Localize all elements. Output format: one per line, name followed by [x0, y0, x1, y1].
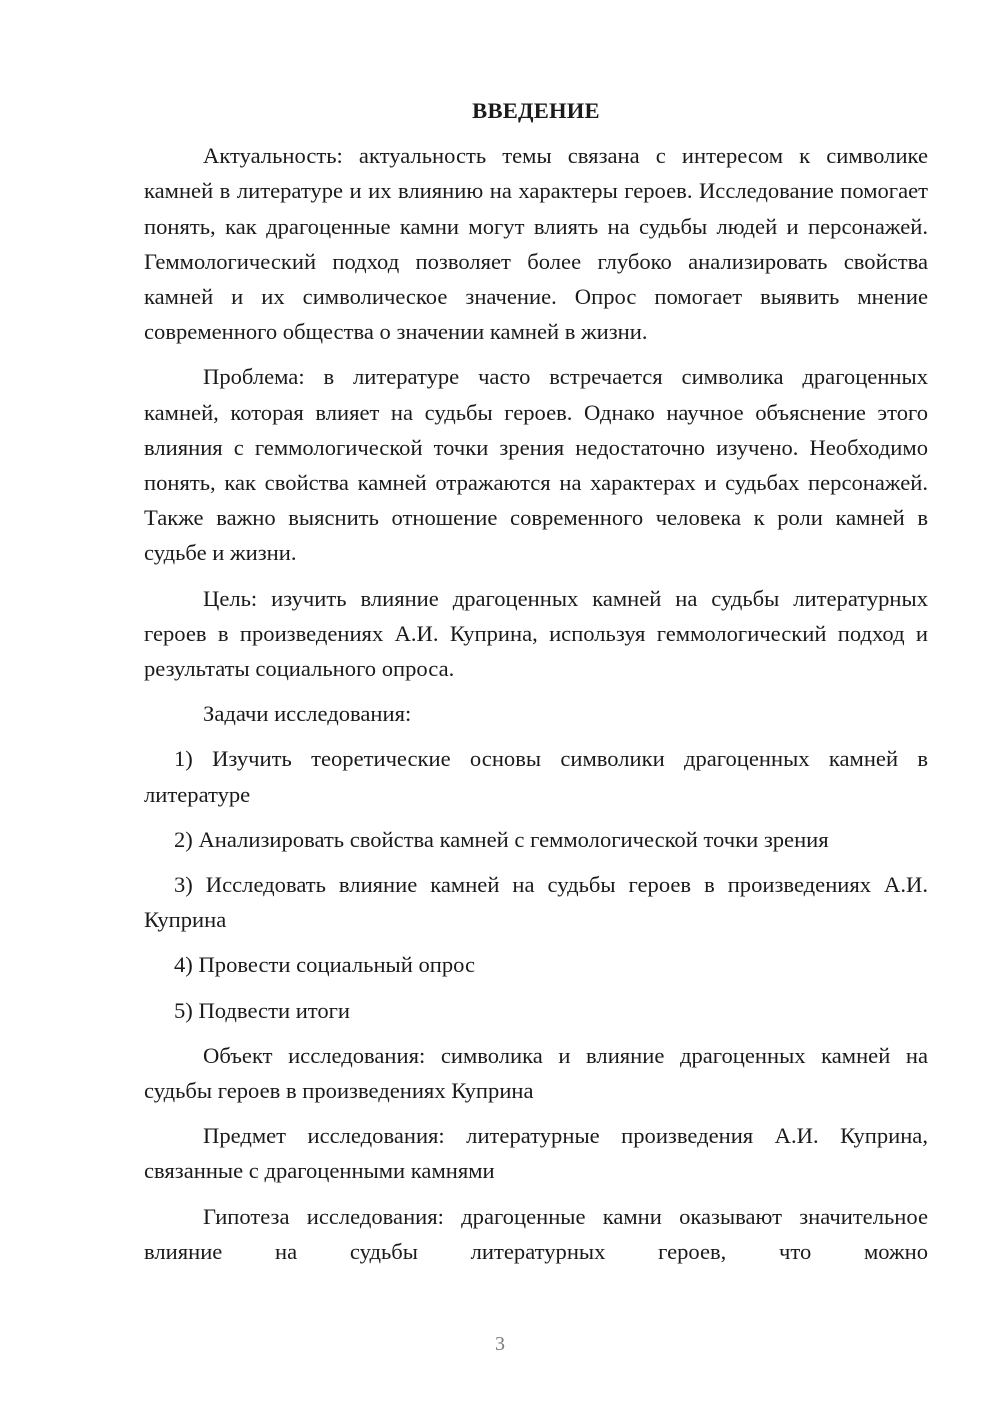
task-item-5: 5) Подвести итоги — [174, 997, 351, 1023]
page-number: 3 — [495, 1333, 505, 1355]
hypothesis-paragraph: Гипотеза исследования: драгоценные камни оказывают значительное влияние на судьбы литературных героев, что можно — [144, 1203, 928, 1264]
page-content — [144, 93, 928, 1269]
tasks-heading: Задачи исследования: — [203, 701, 412, 727]
task-item-1: 1) Изучить теоретические основы символики драгоценных камней в литературе — [144, 746, 928, 807]
task-item-3: 3) Исследовать влияние камней на судьбы героев в произведениях А.И. Куприна — [144, 872, 928, 933]
goal-paragraph: Цель: изучить влияние драгоценных камней на судьбы литературных героев в произведениях А.И. Куприна, используя геммологический подход и результаты социального опроса. — [144, 585, 928, 682]
task-item-4: 4) Провести социальный опрос — [174, 952, 476, 978]
relevance-paragraph: Актуальность: актуальность темы связана с интересом к символике камней в литературе и их влиянию на характеры героев. Исследование помогает понять, как драгоценные камни могут влиять на судьбы людей и персонажей. Геммологический подход позволяет более глубоко анализировать свойства камней и их символическое значение. Опрос помогает выявить мнение современного общества о значении камней в жизни. — [144, 143, 928, 345]
task-item-2: 2) Анализировать свойства камней с геммологической точки зрения — [174, 826, 829, 852]
section-title: ВВЕДЕНИЕ — [472, 98, 600, 123]
problem-paragraph: Проблема: в литературе часто встречается символика драгоценных камней, которая влияет на судьбы героев. Однако научное объяснение этого влияния с геммологической точки зрения недостаточно изучено. Необходимо понять, как свойства камней отражаются на характерах и судьбах персонажей. Также важно выяснить отношение современного человека к роли камней в судьбе и жизни. — [144, 364, 928, 566]
subject-paragraph: Предмет исследования: литературные произведения А.И. Куприна, связанные с драгоценными камнями — [144, 1123, 928, 1184]
object-paragraph: Объект исследования: символика и влияние драгоценных камней на судьбы героев в произведениях Куприна — [144, 1042, 928, 1104]
